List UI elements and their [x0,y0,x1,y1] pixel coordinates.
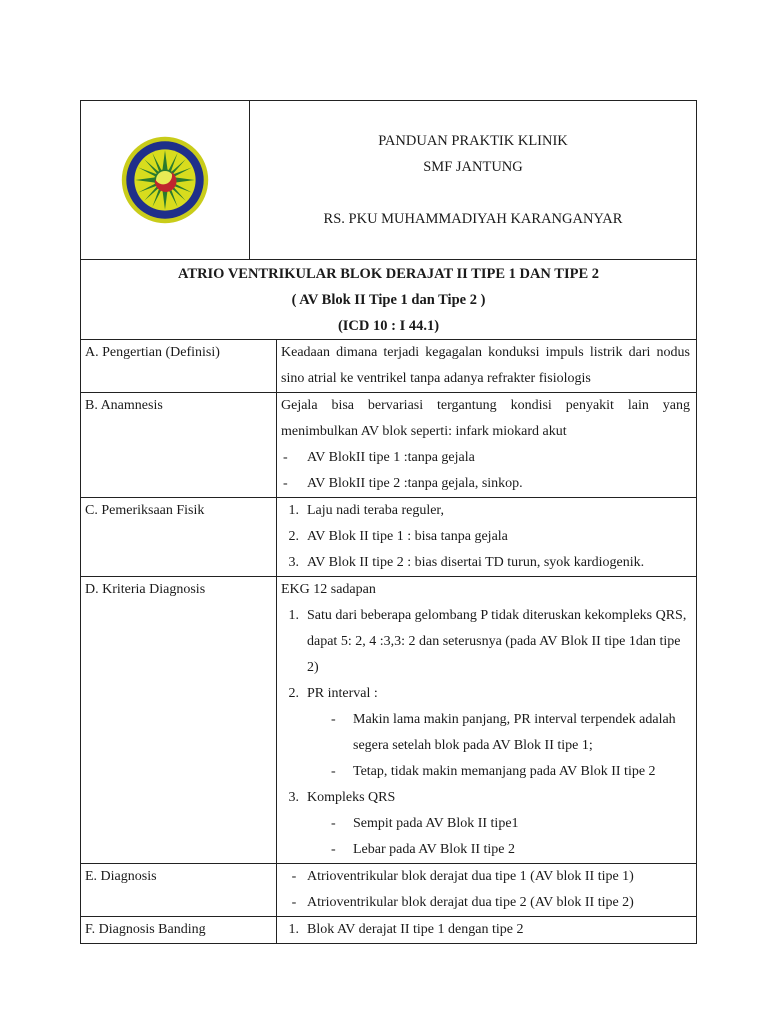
title-line-1: ATRIO VENTRIKULAR BLOK DERAJAT II TIPE 1 DAN TIPE 2 [178,266,599,282]
section-e-row [81,864,697,917]
logo-cell [81,101,250,260]
document-title-block [80,260,697,339]
list-item [281,498,690,524]
list-item [281,524,690,550]
list-text: Blok AV derajat II tipe 1 dengan tipe 2 [307,922,524,937]
list-item [281,681,690,707]
section-d-label: D. Kriteria Diagnosis [81,577,277,864]
section-b-body [277,393,697,498]
list-item [281,445,690,471]
section-d-row [81,577,697,864]
list-marker: 1. [288,608,299,623]
section-a-body [277,340,697,393]
sub-list-item [281,837,690,863]
section-a-text: Keadaan dimana terjadi kegagalan konduksi impuls listrik dari nodus sino atrial ke ventrikel tanpa adanya refrakter fisiologis [281,345,690,386]
list-text: AV Blok II tipe 1 : bisa tanpa gejala [307,529,508,544]
list-marker: - [283,476,288,491]
header-line-1: PANDUAN PRAKTIK KLINIK [378,133,568,149]
list-marker: - [331,842,336,857]
list-marker: - [331,712,336,727]
section-c-row [81,498,697,577]
list-item [281,550,690,576]
muhammadiyah-sun-emblem-icon [120,135,210,225]
section-f-row [81,917,697,944]
list-text: AV Blok II tipe 2 : bias disertai TD turun, syok kardiogenik. [307,555,645,570]
section-c-label: C. Pemeriksaan Fisik [81,498,277,577]
section-f-label: F. Diagnosis Banding [81,917,277,944]
section-e-body [277,864,697,917]
list-text: AV BlokII tipe 2 :tanpa gejala, sinkop. [307,476,523,491]
sub-list-item [281,707,690,759]
header-table [80,100,697,260]
list-marker: 2. [288,529,299,544]
list-text: Lebar pada AV Blok II tipe 2 [353,842,516,857]
title-line-2: ( AV Blok II Tipe 1 dan Tipe 2 ) [291,292,486,308]
list-item [281,785,690,811]
sub-list-item [281,811,690,837]
list-item [281,917,690,943]
document-page [80,100,697,944]
list-marker: 2. [288,686,299,701]
title-line-3: (ICD 10 : I 44.1) [337,318,440,334]
section-f-body [277,917,697,944]
section-b-label: B. Anamnesis [81,393,277,498]
hospital-header-cell [250,101,697,260]
list-text: Tetap, tidak makin memanjang pada AV Blok II tipe 2 [353,764,656,779]
list-text: AV BlokII tipe 1 :tanpa gejala [307,450,475,465]
content-table [80,339,697,944]
section-c-body [277,498,697,577]
section-d-intro: EKG 12 sadapan [281,582,376,597]
list-marker: - [283,450,288,465]
list-text: Makin lama makin panjang, PR interval terpendek adalah segera setelah blok pada AV Blok II tipe 1; [353,712,676,753]
list-marker: - [291,869,297,884]
section-a-row [81,340,697,393]
list-marker: - [291,895,297,910]
header-line-2: SMF JANTUNG [423,159,523,175]
list-marker: 3. [288,555,299,570]
list-text: Atrioventrikular blok derajat dua tipe 1 (AV blok II tipe 1) [307,869,634,884]
list-text: PR interval : [307,686,378,701]
list-text: Kompleks QRS [307,790,396,805]
section-b-text: Gejala bisa bervariasi tergantung kondisi penyakit lain yang menimbulkan AV blok seperti: infark miokard akut [281,398,690,439]
list-text: Satu dari beberapa gelombang P tidak diteruskan kekompleks QRS, dapat 5: 2, 4 :3,3: 2 dan seterusnya (pada AV Blok II tipe 1dan tipe 2) [307,608,687,675]
list-text: Atrioventrikular blok derajat dua tipe 2 (AV blok II tipe 2) [307,895,634,910]
list-marker: 3. [288,790,299,805]
section-b-row [81,393,697,498]
list-marker: 1. [288,922,299,937]
list-marker: - [331,764,336,779]
section-d-body [277,577,697,864]
header-line-3: RS. PKU MUHAMMADIYAH KARANGANYAR [323,211,623,227]
list-item [281,603,690,681]
section-e-label: E. Diagnosis [81,864,277,917]
list-item [281,864,690,890]
section-a-label: A. Pengertian (Definisi) [81,340,277,393]
list-marker: 1. [288,503,299,518]
list-item [281,890,690,916]
list-marker: - [331,816,336,831]
list-text: Sempit pada AV Blok II tipe1 [353,816,519,831]
sub-list-item [281,759,690,785]
list-text: Laju nadi teraba reguler, [307,503,445,518]
list-item [281,471,690,497]
